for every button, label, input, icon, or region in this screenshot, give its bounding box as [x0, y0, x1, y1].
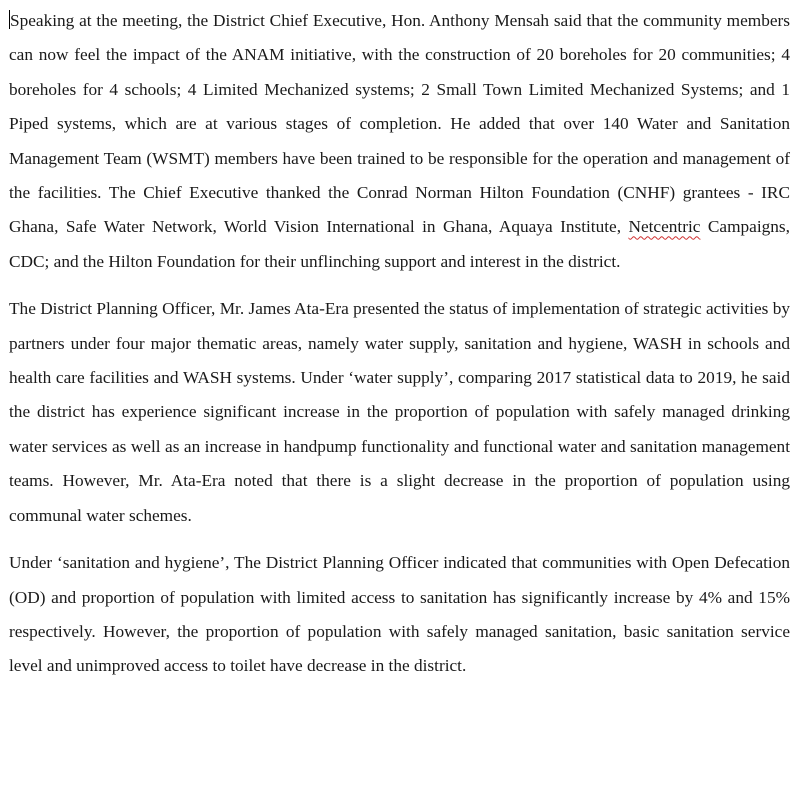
paragraph-sanitation-hygiene[interactable]: Under ‘sanitation and hygiene’, The District Planning Officer indicated that communities with Open Defecation (OD) and proportion of population with limited access to sanitation has significantly increase by 4% and 15% respectively. However, the proportion of population with safely managed sanitation, basic sanitation service level and unimproved access to toilet have decrease in the district. — [9, 553, 790, 676]
document-body[interactable] — [9, 4, 790, 697]
paragraph-planning-officer[interactable]: The District Planning Officer, Mr. James Ata-Era presented the status of implementation of strategic activities by partners under four major thematic areas, namely water supply, sanitation and hygiene, WASH in schools and health care facilities and WASH systems. Under ‘water supply’, comparing 2017 statistical data to 2019, he said the district has experience significant increase in the proportion of population with safely managed drinking water services as well as an increase in handpump functionality and functional water and sanitation management teams. However, Mr. Ata-Era noted that there is a slight decrease in the proportion of population using communal water schemes. — [9, 299, 790, 525]
paragraph-dce-speech[interactable] — [9, 4, 790, 279]
paragraph-1-text-end: Campaigns, CDC; and the Hilton Foundation for their unflinching support and interest in the district. — [9, 217, 790, 271]
spellcheck-flagged-word[interactable]: Netcentric — [628, 217, 701, 237]
paragraph-1-text: Speaking at the meeting, the District Chief Executive, Hon. Anthony Mensah said that the community members can now feel the impact of the ANAM initiative, with the construction of 20 boreholes for 20 communities; 4 boreholes for 4 schools; 4 Limited Mechanized systems; 2 Small Town Limited Mechanized Systems; and 1 Piped systems, which are at various stages of completion. He added that over 140 Water and Sanitation Management Team (WSMT) members have been trained to be responsible for the operation and management of the facilities. The Chief Executive thanked the Conrad Norman Hilton Foundation (CNHF) grantees - IRC Ghana, Safe Water Network, World Vision International in Ghana, Aquaya Institute, — [9, 11, 790, 237]
